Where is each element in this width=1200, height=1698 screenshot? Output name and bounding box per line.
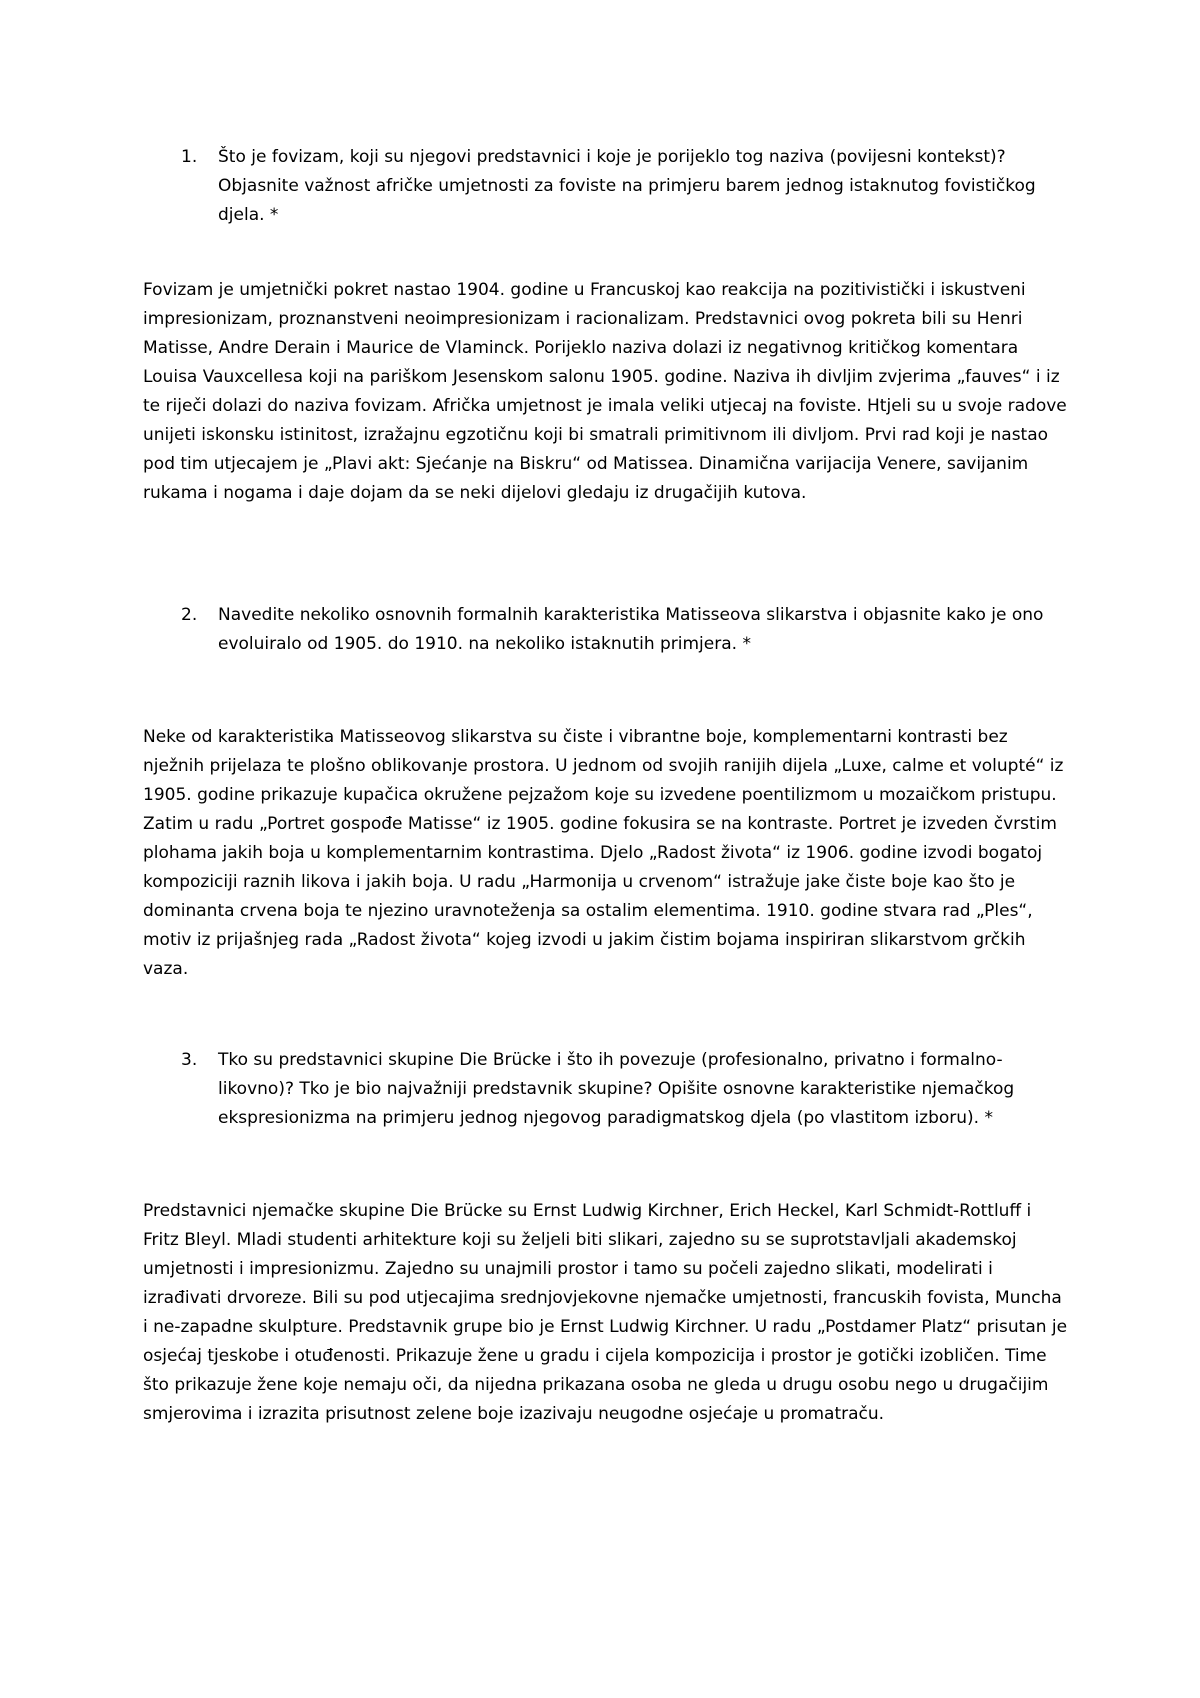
question-number: 2. <box>181 605 198 625</box>
answer-3: Predstavnici njemačke skupine Die Brücke su Ernst Ludwig Kirchner, Erich Heckel, Karl Schmidt-Rottluff i Fritz Bleyl. Mladi studenti arhitekture koji su željeli biti slikari, zajedno su se suprotstavljali akademskoj umjetnosti i impresionizmu. Zajedno su unajmili prostor i tamo su počeli zajedno slikati, modelirati i izrađivati drvoreze. Bili su pod utjecajima srednjovjekovne njemačke umjetnosti, francuskih fovista, Muncha i ne-zapadne skulpture. Predstavnik grupe bio je Ernst Ludwig Kirchner. U radu „Postdamer Platz“ prisutan je osjećaj tjeskobe i otuđenosti. Prikazuje žene u gradu i cijela kompozicija i prostor je gotički izobličen. Time što prikazuje žene koje nemaju oči, da nijedna prikazana osoba ne gleda u drugu osobu nego u drugačijim smjerovima i izrazita prisutnost zelene boje izazivaju neugodne osjećaje u promatraču. <box>143 1201 1068 1424</box>
question-text: Navedite nekoliko osnovnih formalnih karakteristika Matisseova slikarstva i objasnite kako je ono evoluiralo od 1905. do 1910. na nekoliko istaknutih primjera. * <box>218 605 1044 654</box>
question-2 <box>181 601 1071 659</box>
question-number: 1. <box>181 147 198 167</box>
question-text: Što je fovizam, koji su njegovi predstavnici i koje je porijeklo tog naziva (povijesni kontekst)? Objasnite važnost afričke umjetnosti za foviste na primjeru barem jednog istaknutog fovističkog djela. * <box>218 147 1036 225</box>
question-number: 3. <box>181 1050 198 1070</box>
answer-1: Fovizam je umjetnički pokret nastao 1904. godine u Francuskoj kao reakcija na pozitivistički i iskustveni impresionizam, proznanstveni neoimpresionizam i racionalizam. Predstavnici ovog pokreta bili su Henri Matisse, Andre Derain i Maurice de Vlaminck. Porijeklo naziva dolazi iz negativnog kritičkog komentara Louisa Vauxcellesa koji na pariškom Jesenskom salonu 1905. godine. Naziva ih divljim zvjerima „fauves“ i iz te riječi dolazi do naziva fovizam. Afrička umjetnost je imala veliki utjecaj na foviste. Htjeli su u svoje radove unijeti iskonsku istinitost, izražajnu egzotičnu koji bi smatrali primitivnom ili divljom. Prvi rad koji je nastao pod tim utjecajem je „Plavi akt: Sjećanje na Biskru“ od Matissea. Dinamična varijacija Venere, savijanim rukama i nogama i daje dojam da se neki dijelovi gledaju iz drugačijih kutova. <box>143 280 1067 503</box>
question-3 <box>181 1046 1071 1133</box>
question-1 <box>181 143 1071 230</box>
answer-2: Neke od karakteristika Matisseovog slikarstva su čiste i vibrantne boje, komplementarni kontrasti bez nježnih prijelaza te plošno oblikovanje prostora. U jednom od svojih ranijih dijela „Luxe, calme et volupté“ iz 1905. godine prikazuje kupačica okružene pejzažom koje su izvedene poentilizmom u mozaičkom pristupu. Zatim u radu „Portret gospođe Matisse“ iz 1905. godine fokusira se na kontraste. Portret je izveden čvrstim plohama jakih boja u komplementarnim kontrastima. Djelo „Radost života“ iz 1906. godine izvodi bogatoj kompoziciji raznih likova i jakih boja. U radu „Harmonija u crvenom“ istražuje jake čiste boje kao što je dominanta crvena boja te njezino uravnoteženja sa ostalim elementima. 1910. godine stvara rad „Ples“, motiv iz prijašnjeg rada „Radost života“ kojeg izvodi u jakim čistim bojama inspiriran slikarstvom grčkih vaza. <box>143 727 1064 979</box>
question-text: Tko su predstavnici skupine Die Brücke i što ih povezuje (profesionalno, privatno i formalno-likovno)? Tko je bio najvažniji predstavnik skupine? Opišite osnovne karakteristike njemačkog ekspresionizma na primjeru jednog njegovog paradigmatskog djela (po vlastitom izboru). * <box>218 1050 1015 1128</box>
